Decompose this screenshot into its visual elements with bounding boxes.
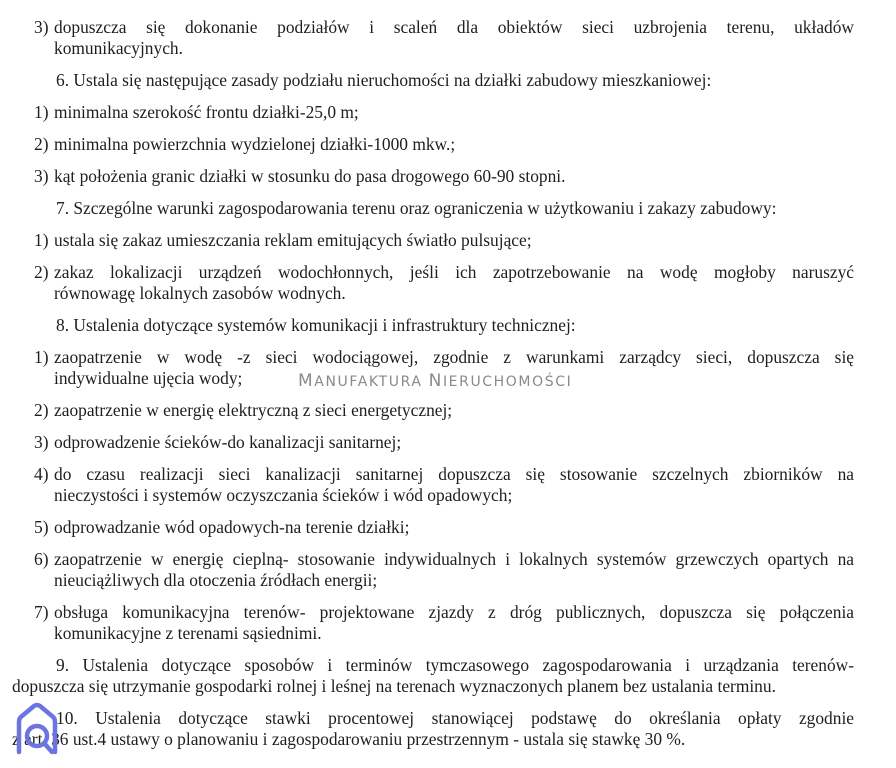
list-item-3-subdivision bbox=[34, 17, 854, 59]
item-line: zaopatrzenie w energię cieplną- stosowanie indywidualnych i lokalnych systemów grzewczych opartych na bbox=[54, 549, 854, 569]
item-number: 2) bbox=[34, 262, 49, 282]
item-number: 4) bbox=[34, 464, 49, 484]
item-number: 3) bbox=[34, 17, 49, 37]
item-number: 7) bbox=[34, 602, 49, 622]
item-line: kąt położenia granic działki w stosunku do pasa drogowego 60-90 stopni. bbox=[54, 166, 566, 186]
section-7-heading: 7. Szczególne warunki zagospodarowania terenu oraz ograniczenia w użytkowaniu i zakazy zabudowy: bbox=[56, 198, 777, 218]
list-item bbox=[34, 432, 854, 453]
house-icon bbox=[14, 702, 60, 756]
item-line: do czasu realizacji sieci kanalizacji sanitarnej dopuszcza się stosowanie szczelnych zbiorników na bbox=[54, 464, 854, 484]
list-item bbox=[34, 602, 854, 644]
list-item bbox=[34, 464, 854, 506]
item-line: ustala się zakaz umieszczania reklam emitujących światło pulsujące; bbox=[54, 230, 532, 250]
list-item bbox=[34, 134, 854, 155]
watermark-manufaktura-nieruchomosci bbox=[298, 371, 572, 391]
list-item bbox=[34, 166, 854, 187]
item-number: 2) bbox=[34, 400, 49, 420]
paragraph-line: dopuszcza się utrzymanie gospodarki rolnej i leśnej na terenach wyznaczonych planem bez ustalania terminu. bbox=[12, 676, 776, 696]
watermark-text: IERUCHOMOŚCI bbox=[442, 374, 573, 390]
section-8-heading: 8. Ustalenia dotyczące systemów komunikacji i infrastruktury technicznej: bbox=[56, 315, 576, 335]
item-number: 1) bbox=[34, 230, 49, 250]
item-number: 2) bbox=[34, 134, 49, 154]
section-9-paragraph bbox=[12, 655, 854, 697]
item-line: równowagę lokalnych zasobów wodnych. bbox=[54, 283, 346, 303]
item-line: obsługa komunikacyjna terenów- projektowane zjazdy z dróg publicznych, dopuszcza się połączenia bbox=[54, 602, 854, 622]
item-number: 6) bbox=[34, 549, 49, 569]
item-number: 5) bbox=[34, 517, 49, 537]
item-line: nieuciążliwych dla otoczenia źródłach energii; bbox=[54, 570, 378, 590]
watermark-initial: N bbox=[428, 371, 443, 391]
item-number: 3) bbox=[34, 166, 49, 186]
list-item bbox=[34, 549, 854, 591]
list-item bbox=[34, 230, 854, 251]
item-line: minimalna szerokość frontu działki-25,0 m; bbox=[54, 102, 359, 122]
section-6-heading: 6. Ustala się następujące zasady podziału nieruchomości na działki zabudowy mieszkaniowej: bbox=[56, 70, 712, 90]
item-number: 3) bbox=[34, 432, 49, 452]
list-item bbox=[34, 262, 854, 304]
item-line: odprowadzanie wód opadowych-na terenie działki; bbox=[54, 517, 410, 537]
item-line: dopuszcza się dokonanie podziałów i scaleń dla obiektów sieci uzbrojenia terenu, układów bbox=[54, 17, 854, 37]
list-item bbox=[34, 102, 854, 123]
item-line: odprowadzenie ścieków-do kanalizacji sanitarnej; bbox=[54, 432, 402, 452]
paragraph-line: 10. Ustalenia dotyczące stawki procentowej stanowiącej podstawę do określania opłaty zgodnie bbox=[56, 708, 854, 728]
list-item bbox=[34, 517, 854, 538]
paragraph-line: z art. 36 ust.4 ustawy o planowaniu i zagospodarowaniu przestrzennym - ustala się stawkę 30 %. bbox=[12, 729, 686, 749]
item-number: 1) bbox=[34, 102, 49, 122]
item-line: zaopatrzenie w energię elektryczną z sieci energetycznej; bbox=[54, 400, 453, 420]
item-line: zakaz lokalizacji urządzeń wodochłonnych, jeśli ich zapotrzebowanie na wodę mogłoby naruszyć bbox=[54, 262, 854, 282]
list-item bbox=[34, 400, 854, 421]
item-line: nieczystości i systemów oczyszczania ścieków i wód opadowych; bbox=[54, 485, 513, 505]
item-number: 1) bbox=[34, 347, 49, 367]
paragraph-line: 9. Ustalenia dotyczące sposobów i terminów tymczasowego zagospodarowania i urządzania terenów- bbox=[56, 655, 854, 675]
item-line: indywidualne ujęcia wody; bbox=[54, 368, 243, 388]
item-line: zaopatrzenie w wodę -z sieci wodociągowej, zgodnie z warunkami zarządcy sieci, dopuszcza się bbox=[54, 347, 854, 367]
watermark-initial: M bbox=[298, 371, 315, 391]
item-line: komunikacyjne z terenami sąsiednimi. bbox=[54, 623, 322, 643]
watermark-text: ANUFAKTURA bbox=[314, 374, 429, 390]
section-10-paragraph bbox=[12, 708, 854, 750]
item-line: komunikacyjnych. bbox=[54, 38, 183, 58]
item-line: minimalna powierzchnia wydzielonej działki-1000 mkw.; bbox=[54, 134, 456, 154]
